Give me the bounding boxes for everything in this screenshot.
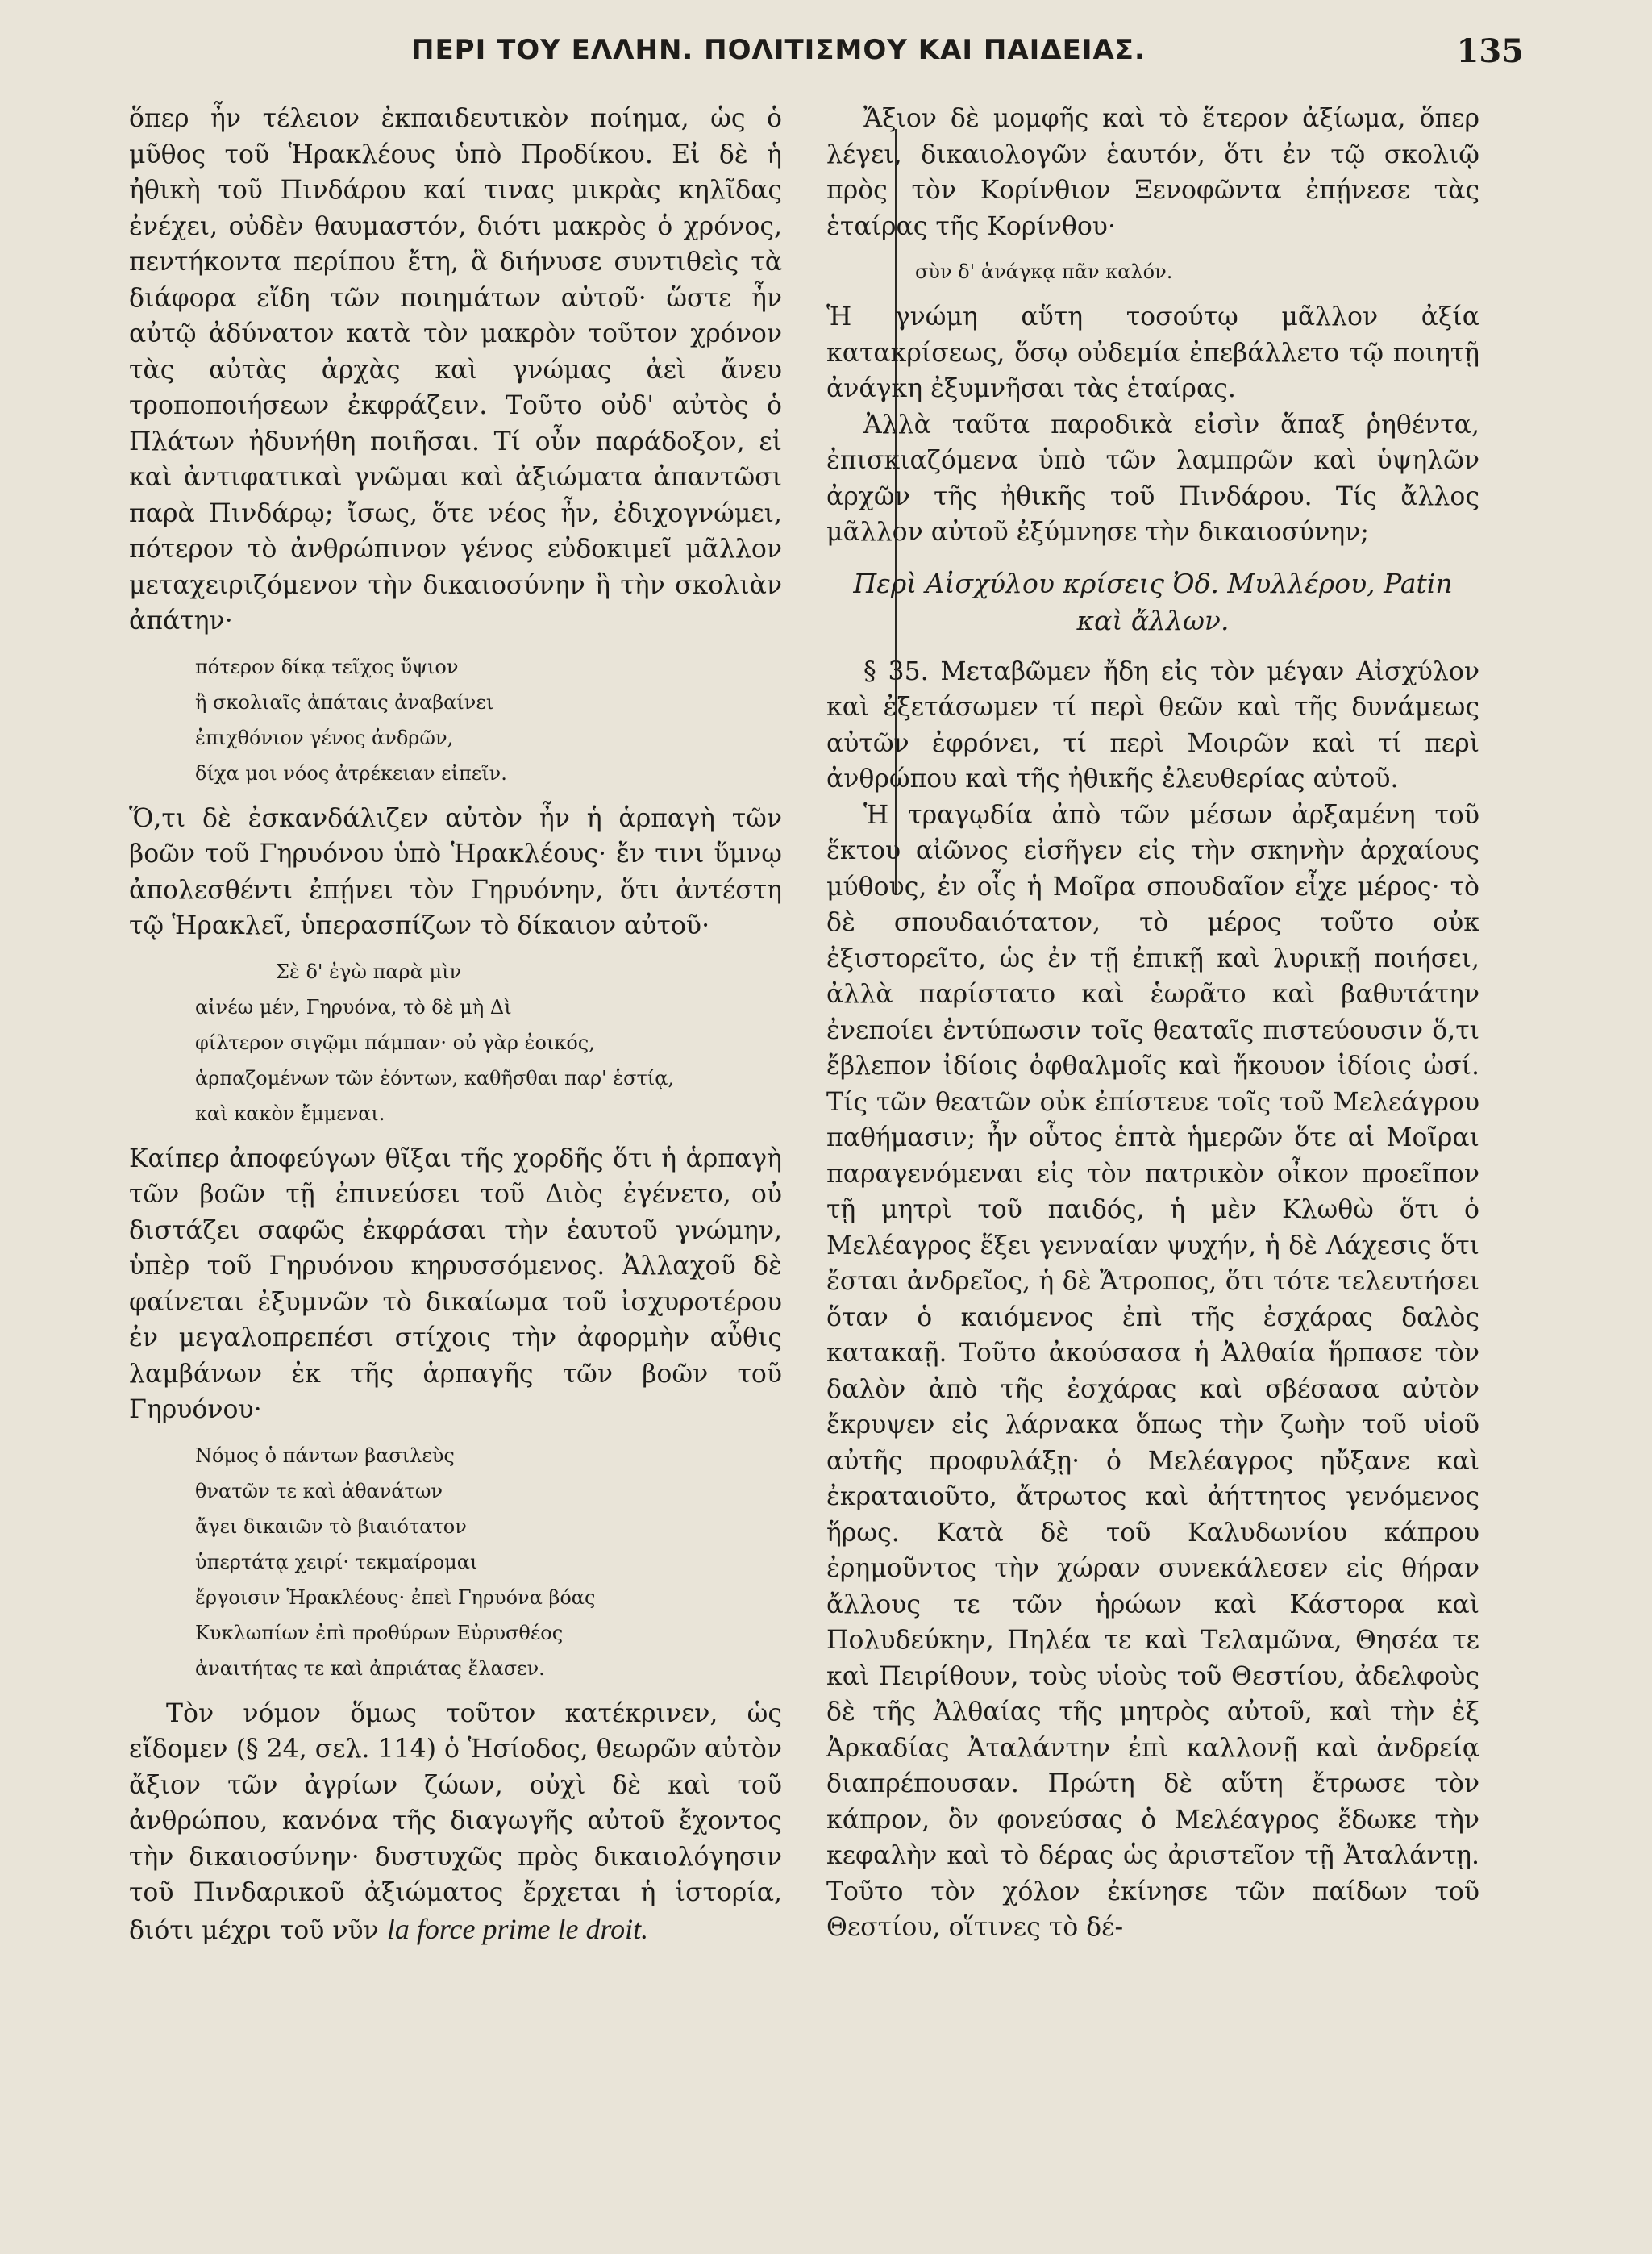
- verse-line: ἁρπαζομένων τῶν ἐόντων, καθῆσθαι παρ' ἑστίᾳ,: [195, 1066, 675, 1090]
- verse-line: θνατῶν τε καὶ ἀθανάτων: [195, 1479, 443, 1502]
- verse-quote: [195, 649, 782, 791]
- section-paragraph: § 35. Μεταβῶμεν ἤδη εἰς τὸν μέγαν Αἰσχύλον καὶ ἐξετάσωμεν τί περὶ θεῶν καὶ τῆς δυνάμεως αὐτῶν ἐφρόνει, τί περὶ Μοιρῶν καὶ τί περὶ ἀνθρώπου καὶ τῆς ἠθικῆς ἐλευθερίας αὐτοῦ.: [826, 656, 1479, 794]
- verse-line: πότερον δίκᾳ τεῖχος ὕψιον: [195, 655, 459, 678]
- paragraph: Ὅ,τι δὲ ἐσκανδάλιζεν αὐτὸν ἦν ἡ ἁρπαγὴ τῶν βοῶν τοῦ Γηρυόνου ὑπὸ Ἡρακλέους· ἔν τινι ὕμνῳ ἀπολεσθέντι ἐπῄνει τὸν Γηρυόνην, ὅτι ἀντέστη τῷ Ἡρακλεῖ, ὑπερασπίζων τὸ δίκαιον αὐτοῦ·: [129, 803, 782, 940]
- verse-line: αἰνέω μέν, Γηρυόνα, τὸ δὲ μὴ Δὶ: [195, 995, 512, 1019]
- paragraph: Ἄξιον δὲ μομφῆς καὶ τὸ ἕτερον ἀξίωμα, ὅπερ λέγει, δικαιολογῶν ἑαυτόν, ὅτι ἐν τῷ σκολιῷ πρὸς τὸν Κορίνθιον Ξενοφῶντα ἐπῄνεσε τὰς ἑταίρας τῆς Κορίνθου·: [826, 104, 1479, 241]
- paragraph: Καίπερ ἀποφεύγων θῖξαι τῆς χορδῆς ὅτι ἡ ἁρπαγὴ τῶν βοῶν τῇ ἐπινεύσει τοῦ Διὸς ἐγένετο, οὐ διστάζει σαφῶς ἐκφράσαι τὴν ἑαυτοῦ γνώμην, ὑπὲρ τοῦ Γηρυόνου κηρυσσόμενος. Ἀλλαχοῦ δὲ φαίνεται ἐξυμνῶν τὸ δικαίωμα τοῦ ἰσχυροτέρου ἐν μεγαλοπρεπέσι στίχοις τὴν ἀφορμὴν αὖθις λαμβάνων ἐκ τῆς ἁρπαγῆς τῶν βοῶν τοῦ Γηρυόνου·: [129, 1144, 782, 1424]
- page-number: 135: [1456, 32, 1524, 70]
- verse-line: ἀναιτήτας τε καὶ ἀπριάτας ἔλασεν.: [195, 1656, 545, 1680]
- verse-line: σὺν δ' ἀνάγκᾳ πᾶν καλόν.: [915, 260, 1173, 283]
- verse-quote: [915, 254, 1479, 290]
- paragraph-text: Τὸν νόμον ὅμως τοῦτον κατέκρινεν, ὡς εἴδομεν (§ 24, σελ. 114) ὁ Ἡσίοδος, θεωρῶν αὐτὸν ἄξιον τῶν ἀγρίων ζώων, οὐχὶ δὲ καὶ τοῦ ἀνθρώπου, κανόνα τῆς διαγωγῆς αὐτοῦ ἔχοντος τὴν δικαιοσύνην· δυστυχῶς πρὸς δικαιολόγησιν τοῦ Πινδαρικοῦ ἀξιώματος ἔρχεται ἡ ἱστορία, διότι μέχρι τοῦ νῦν: [129, 1698, 782, 1945]
- verse-line: Κυκλωπίων ἐπὶ προθύρων Εὐρυσθέος: [195, 1621, 564, 1644]
- verse-line: Σὲ δ' ἐγὼ παρὰ μὶν: [276, 960, 462, 983]
- verse-quote: [195, 954, 782, 1131]
- paragraph: [129, 1696, 782, 1949]
- verse-quote: [195, 1438, 782, 1686]
- left-column: [129, 101, 782, 1948]
- verse-line: δίχα μοι νόος ἀτρέκειαν εἰπεῖν.: [195, 761, 507, 785]
- paragraph: Ἀλλὰ ταῦτα παροδικὰ εἰσὶν ἅπαξ ῥηθέντα, ἐπισκιαζόμενα ὑπὸ τῶν λαμπρῶν καὶ ὑψηλῶν ἀρχῶν τῆς ἠθικῆς τοῦ Πινδάρου. Τίς ἄλλος μᾶλλον αὐτοῦ ἐξύμνησε τὴν δικαιοσύνην;: [826, 410, 1479, 547]
- verse-line: ὑπερτάτᾳ χειρί· τεκμαίρομαι: [195, 1550, 478, 1573]
- paragraph: ὅπερ ἦν τέλειον ἐκπαιδευτικὸν ποίημα, ὡς ὁ μῦθος τοῦ Ἡρακλέους ὑπὸ Προδίκου. Εἰ δὲ ἡ ἠθικὴ τοῦ Πινδάρου καί τινας μικρὰς κηλῖδας ἐνέχει, οὐδὲν θαυμαστόν, διότι μακρὸς ὁ χρόνος, πεντήκοντα περίπου ἔτη, ἃ διήνυσε συντιθεὶς τὰ διάφορα εἴδη τῶν ποιημάτων αὐτοῦ· ὥστε ἦν αὐτῷ ἀδύνατον κατὰ τὸν μακρὸν τοῦτον χρόνον τὰς αὐτὰς ἀρχὰς καὶ γνώμας ἀεὶ ἄνευ τροποποιήσεων ἐκφράζειν. Τοῦτο οὐδ' αὐτὸς ὁ Πλάτων ἠδυνήθη ποιῆσαι. Τί οὖν παράδοξον, εἰ καὶ ἀντιφατικαὶ γνῶμαι καὶ ἀξιώματα ἀπαντῶσι παρὰ Πινδάρῳ; ἴσως, ὅτε νέος ἦν, ἐδιχογνώμει, πότερον τὸ ἀνθρώπινον γένος εὐδοκιμεῖ μᾶλλον μεταχειριζόμενον τὴν δικαιοσύνην ἢ τὴν σκολιὰν ἀπάτην·: [129, 104, 782, 635]
- verse-line: ἢ σκολιαῖς ἀπάταις ἀναβαίνει: [195, 690, 494, 714]
- section-heading: Περὶ Αἰσχύλου κρίσεις Ὀδ. Μυλλέρου, Patin καὶ ἄλλων.: [853, 567, 1453, 636]
- right-column: [826, 101, 1479, 1946]
- running-title: ΠΕΡΙ ΤΟΥ ΕΛΛΗΝ. ΠΟΛΙΤΙΣΜΟΥ ΚΑΙ ΠΑΙΔΕΙΑΣ.: [411, 34, 1146, 66]
- verse-line: ἔργοισιν Ἡρακλέους· ἐπεὶ Γηρυόνα βόας: [195, 1585, 596, 1609]
- verse-line: Νόμος ὁ πάντων βασιλεὺς: [195, 1444, 455, 1467]
- paragraph: Ἡ τραγῳδία ἀπὸ τῶν μέσων ἀρξαμένη τοῦ ἕκτου αἰῶνος εἰσῆγεν εἰς τὴν σκηνὴν ἀρχαίους μύθους, ἐν οἷς ἡ Μοῖρα σπουδαῖον εἶχε μέρος· τὸ δὲ σπουδαιότατον, τὸ μέρος τοῦτο οὐκ ἐξιστορεῖτο, ὡς ἐν τῇ ἐπικῇ καὶ λυρικῇ ποιήσει, ἀλλὰ παρίστατο καὶ ἑωρᾶτο καὶ βαθυτάτην ἐνεποίει ἐντύπωσιν τοῖς θεαταῖς πιστεύουσιν ὅ,τι ἔβλεπον ἰδίοις ὀφθαλμοῖς καὶ ἤκουον ἰδίοις ὠσί. Τίς τῶν θεατῶν οὐκ ἐπίστευε τοῖς τοῦ Μελεάγρου παθήμασιν; ἦν οὗτος ἑπτὰ ἡμερῶν ὅτε αἱ Μοῖραι παραγενόμεναι εἰς τὸν πατρικὸν οἶκον προεῖπον τῇ μητρὶ τοῦ παιδός, ἡ μὲν Κλωθὼ ὅτι ὁ Μελέαγρος ἕξει γενναίαν ψυχήν, ἡ δὲ Λάχεσις ὅτι ἔσται ἀνδρεῖος, ἡ δὲ Ἄτροπος, ὅτι τότε τελευτήσει ὅταν ὁ καιόμενος ἐπὶ τῆς ἐσχάρας δαλὸς κατακαῇ. Τοῦτο ἀκούσασα ἡ Ἀλθαία ἥρπασε τὸν δαλὸν ἀπὸ τῆς ἐσχάρας καὶ σβέσασα αὐτὸν ἔκρυψεν εἰς λάρνακα ὅπως τὴν ζωὴν τοῦ υἱοῦ αὐτῆς προφυλάξῃ· ὁ Μελέαγρος ηὔξανε καὶ ἐκραταιοῦτο, ἄτρωτος καὶ ἀήττητος γενόμενος ἥρως. Κατὰ δὲ τοῦ Καλυδωνίου κάπρου ἐρημοῦντος τὴν χώραν συνεκάλεσεν εἰς θήραν ἄλλους τε τῶν ἡρώων καὶ Κάστορα καὶ Πολυδεύκην, Πηλέα τε καὶ Τελαμῶνα, Θησέα τε καὶ Πειρίθουν, τοὺς υἱοὺς τοῦ Θεστίου, ἀδελφοὺς δὲ τῆς Ἀλθαίας τῆς μητρὸς αὐτοῦ, καὶ τὴν ἐξ Ἀρκαδίας Ἀταλάντην ἐπὶ καλλονῇ καὶ ἀνδρείᾳ διαπρέπουσαν. Πρώτη δὲ αὕτη ἔτρωσε τὸν κάπρον, ὃν φονεύσας ὁ Μελέαγρος ἔδωκε τὴν κεφαλὴν καὶ τὸ δέρας ὡς ἀριστεῖον τῇ Ἀταλάντῃ. Τοῦτο τὸν χόλον ἐκίνησε τῶν παίδων τοῦ Θεστίου, οἵτινες τὸ δέ-: [826, 800, 1479, 1942]
- running-head: [121, 24, 1524, 81]
- verse-line: φίλτερον σιγῷμι πάμπαν· οὐ γὰρ ἐοικός,: [195, 1031, 595, 1054]
- verse-line: ἐπιχθόνιον γένος ἀνδρῶν,: [195, 726, 454, 749]
- latin-phrase: la force prime le droit.: [386, 1912, 649, 1945]
- paragraph: Ἡ γνώμη αὕτη τοσούτῳ μᾶλλον ἀξία κατακρίσεως, ὅσῳ οὐδεμία ἐπεβάλλετο τῷ ποιητῇ ἀνάγκη ἐξυμνῆσαι τὰς ἑταίρας.: [826, 302, 1479, 403]
- book-page: [121, 24, 1524, 2234]
- verse-line: ἄγει δικαιῶν τὸ βιαιότατον: [195, 1514, 467, 1538]
- verse-line: καὶ κακὸν ἔμμεναι.: [195, 1102, 385, 1125]
